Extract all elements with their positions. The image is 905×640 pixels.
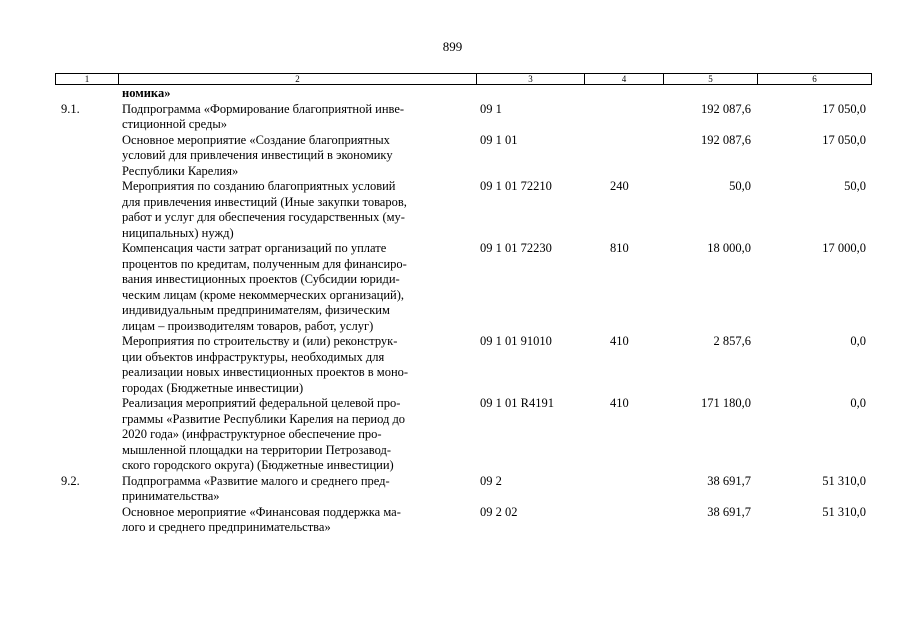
header-col-1: 1: [56, 74, 119, 84]
row-code: 09 1 01: [480, 132, 518, 147]
row-sum-col6: 51 310,0: [822, 504, 866, 519]
row-name: [118, 505, 476, 536]
header-col-5: 5: [664, 74, 758, 84]
row-number: [55, 133, 118, 180]
row-expense-type: 410: [610, 396, 629, 410]
row-name: [118, 102, 476, 133]
row-sum-col6: 17 000,0: [822, 241, 866, 255]
row-name-line: принимательства»: [122, 489, 220, 503]
row-sum-col5: 192 087,6: [701, 132, 751, 147]
table-row: [55, 241, 870, 334]
row-expense-type: [584, 133, 663, 180]
row-name-line: Подпрограмма «Формирование благоприятной инве-: [122, 101, 405, 116]
continued-row: [55, 86, 870, 102]
row-name-line: мышленной площадки на территории Петрозавод-: [122, 442, 392, 457]
row-name: [118, 396, 476, 474]
table-row: [55, 334, 870, 396]
continued-text: номика»: [122, 86, 171, 100]
table-row: [55, 505, 870, 536]
row-code: 09 1: [480, 101, 502, 116]
table-row: [55, 102, 870, 133]
row-name: [118, 241, 476, 334]
page-number: 899: [442, 39, 463, 54]
row-sum-col6: 17 050,0: [822, 101, 866, 116]
row-name-line: Подпрограмма «Развитие малого и среднего пред-: [122, 473, 390, 488]
row-sum-col6: 50,0: [844, 179, 866, 193]
row-name-line: процентов по кредитам, полученным для финансиро-: [122, 256, 407, 271]
row-name-line: Реализация мероприятий федеральной целевой про-: [122, 396, 401, 410]
row-number: [55, 396, 118, 474]
row-name-line: ческим лицам (кроме некоммерческих организаций),: [122, 287, 404, 302]
row-sum-col5: 38 691,7: [707, 473, 751, 488]
row-name-line: индивидуальным предпринимателям, физическим: [122, 303, 390, 317]
row-name-line: ского городского округа) (Бюджетные инвестиции): [122, 458, 394, 472]
row-name-line: Основное мероприятие «Создание благоприятных: [122, 132, 390, 147]
row-sum-col5: 192 087,6: [701, 101, 751, 116]
row-name: [118, 334, 476, 396]
row-name-line: стиционной среды»: [122, 117, 227, 131]
header-col-4: 4: [585, 74, 664, 84]
row-code: 09 1 01 72230: [480, 241, 552, 255]
table-body: [55, 86, 870, 536]
row-code: 09 1 01 91010: [480, 334, 552, 348]
header-col-6: 6: [812, 74, 817, 84]
table-row: [55, 474, 870, 505]
row-number: [55, 334, 118, 396]
row-expense-type: 410: [610, 334, 629, 348]
row-sum-col6: 0,0: [850, 334, 866, 348]
table-row: [55, 179, 870, 241]
row-expense-type: [584, 474, 663, 505]
row-expense-type: [584, 505, 663, 536]
table-header: [55, 73, 872, 85]
header-col-3: 3: [477, 74, 585, 84]
row-name: [118, 133, 476, 180]
row-name-line: Компенсация части затрат организаций по уплате: [122, 241, 387, 255]
row-name-line: лого и среднего предпринимательства»: [122, 520, 331, 534]
row-code: 09 1 01 R4191: [480, 396, 554, 410]
table-row: [55, 396, 870, 474]
row-sum-col5: 38 691,7: [707, 504, 751, 519]
row-name-line: реализации новых инвестиционных проектов в моно-: [122, 365, 409, 379]
row-name-line: лицам – производителям товаров, работ, услуг): [122, 318, 374, 333]
row-number: [55, 505, 118, 536]
row-name-line: вания инвестиционных проектов (Субсидии юриди-: [122, 272, 400, 286]
row-name-line: Основное мероприятие «Финансовая поддержка ма-: [122, 504, 401, 519]
row-expense-type: [584, 102, 663, 133]
row-name-line: граммы «Развитие Республики Карелия на период до: [122, 411, 406, 426]
row-sum-col5: 171 180,0: [701, 396, 751, 410]
row-code: 09 2: [480, 473, 502, 488]
row-expense-type: 240: [610, 179, 629, 193]
row-name-line: 2020 года» (инфраструктурное обеспечение про-: [122, 427, 382, 441]
row-name-line: ниципальных) нужд): [122, 225, 234, 240]
header-col-2: 2: [119, 74, 477, 84]
row-sum-col6: 17 050,0: [822, 132, 866, 147]
row-number: 9.2.: [61, 473, 80, 488]
row-name-line: условий для привлечения инвестиций в экономику: [122, 148, 393, 162]
row-name: [118, 474, 476, 505]
row-code: 09 1 01 72210: [480, 179, 552, 193]
row-number: [55, 179, 118, 241]
row-name-line: Республики Карелия»: [122, 163, 239, 178]
row-name: [118, 179, 476, 241]
row-code: 09 2 02: [480, 504, 518, 519]
table-row: [55, 133, 870, 180]
row-number: [55, 241, 118, 334]
row-name-line: ции объектов инфраструктуры, необходимых для: [122, 349, 385, 364]
row-number: 9.1.: [61, 101, 80, 116]
row-name-line: городах (Бюджетные инвестиции): [122, 380, 304, 395]
row-sum-col6: 0,0: [850, 396, 866, 410]
row-name-line: работ и услуг для обеспечения государственных (му-: [122, 210, 405, 224]
row-sum-col6: 51 310,0: [822, 473, 866, 488]
row-sum-col5: 2 857,6: [713, 334, 751, 348]
row-sum-col5: 50,0: [729, 179, 751, 193]
row-name-line: для привлечения инвестиций (Иные закупки товаров,: [122, 194, 407, 209]
row-sum-col5: 18 000,0: [707, 241, 751, 255]
row-name-line: Мероприятия по созданию благоприятных условий: [122, 179, 396, 193]
row-name-line: Мероприятия по строительству и (или) реконструк-: [122, 334, 398, 348]
row-expense-type: 810: [610, 241, 629, 255]
